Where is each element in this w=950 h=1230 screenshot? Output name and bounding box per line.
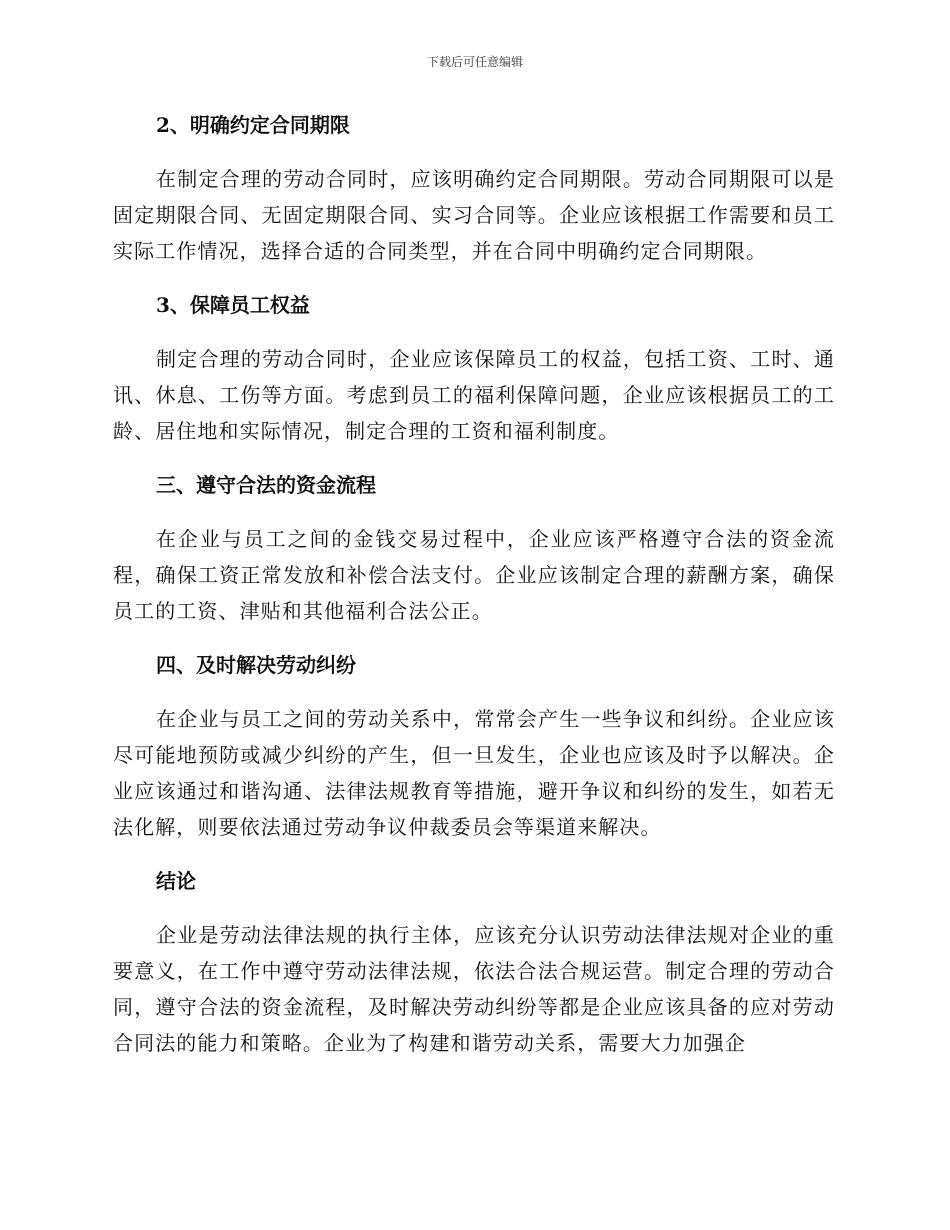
- section-heading: 3、保障员工权益: [156, 293, 310, 317]
- page-header: 下载后可任意编辑: [426, 55, 523, 69]
- section-heading: 2、明确约定合同期限: [156, 113, 350, 137]
- section-heading: 四、及时解决劳动纠纷: [156, 653, 356, 677]
- section-paragraph: 在制定合理的劳动合同时，应该明确约定合同期限。劳动合同期限可以是固定期限合同、无固定期限合同、实习合同等。企业应该根据工作需要和员工实际工作情况，选择合适的合同类型，并在合同中明确约定合同期限。: [113, 167, 835, 263]
- section-heading: 三、遵守合法的资金流程: [156, 473, 376, 497]
- section-paragraph: 制定合理的劳动合同时，企业应该保障员工的权益，包括工资、工时、通讯、休息、工伤等方面。考虑到员工的福利保障问题，企业应该根据员工的工龄、居住地和实际情况，制定合理的工资和福利制度。: [113, 347, 835, 443]
- document-body: [113, 107, 835, 1061]
- section-paragraph: 在企业与员工之间的劳动关系中，常常会产生一些争议和纠纷。企业应该尽可能地预防或减少纠纷的产生，但一旦发生，企业也应该及时予以解决。企业应该通过和谐沟通、法律法规教育等措施，避开争议和纠纷的发生，如若无法化解，则要依法通过劳动争议仲裁委员会等渠道来解决。: [113, 707, 835, 839]
- section-paragraph: 在企业与员工之间的金钱交易过程中，企业应该严格遵守合法的资金流程，确保工资正常发放和补偿合法支付。企业应该制定合理的薪酬方案，确保员工的工资、津贴和其他福利合法公正。: [113, 527, 835, 623]
- conclusion-paragraph: 企业是劳动法律法规的执行主体，应该充分认识劳动法律法规对企业的重要意义，在工作中遵守劳动法律法规，依法合法合规运营。制定合理的劳动合同，遵守合法的资金流程，及时解决劳动纠纷等都是企业应该具备的应对劳动合同法的能力和策略。企业为了构建和谐劳动关系，需要大力加强企: [113, 923, 835, 1055]
- conclusion-heading: 结论: [156, 869, 196, 893]
